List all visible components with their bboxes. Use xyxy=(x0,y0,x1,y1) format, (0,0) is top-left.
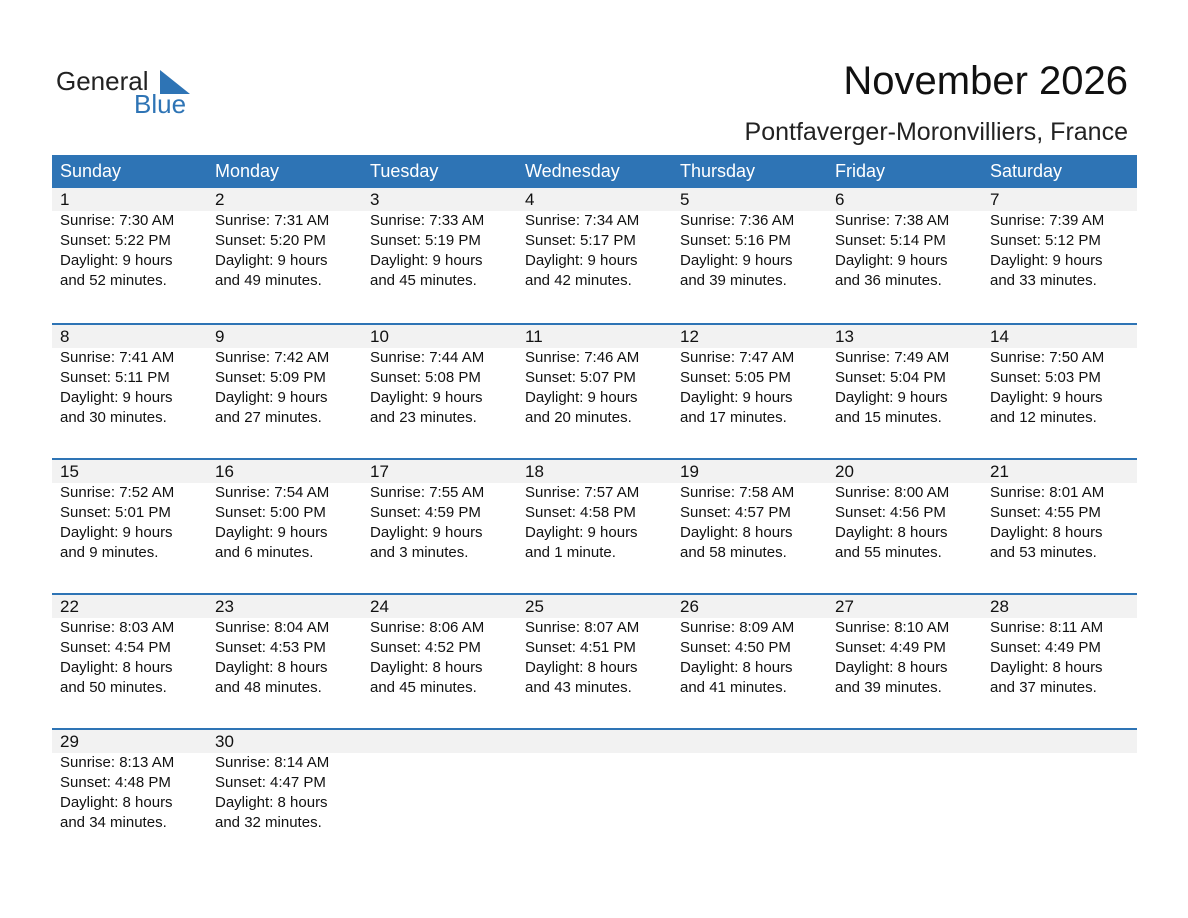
sunrise-time: Sunrise: 8:11 AM xyxy=(990,619,1104,636)
sunrise-time: Sunrise: 8:07 AM xyxy=(525,619,640,636)
day-number: 28 xyxy=(990,597,1009,616)
day-cell xyxy=(672,325,827,428)
daylight-hours: Daylight: 9 hours xyxy=(680,252,793,269)
daylight-hours: Daylight: 9 hours xyxy=(60,252,173,269)
daylight-hours: Daylight: 9 hours xyxy=(60,389,173,406)
daylight-hours: Daylight: 9 hours xyxy=(525,252,638,269)
sunset-time: Sunset: 5:07 PM xyxy=(525,369,636,386)
sunrise-time: Sunrise: 7:55 AM xyxy=(370,484,485,501)
daylight-minutes: and 43 minutes. xyxy=(525,679,632,696)
sunset-time: Sunset: 5:01 PM xyxy=(60,504,171,521)
daylight-hours: Daylight: 9 hours xyxy=(215,524,328,541)
day-number: 14 xyxy=(990,327,1009,346)
sunrise-time: Sunrise: 7:42 AM xyxy=(215,349,330,366)
daylight-hours: Daylight: 8 hours xyxy=(215,659,328,676)
day-cell xyxy=(362,595,517,698)
daylight-minutes: and 27 minutes. xyxy=(215,409,322,426)
sunrise-time: Sunrise: 7:38 AM xyxy=(835,212,950,229)
day-cell xyxy=(52,188,207,291)
day-number: 2 xyxy=(215,190,225,209)
day-cell xyxy=(362,730,517,833)
sunset-time: Sunset: 4:56 PM xyxy=(835,504,946,521)
weekday-wednesday: Wednesday xyxy=(525,161,620,181)
sunrise-time: Sunrise: 7:58 AM xyxy=(680,484,795,501)
daylight-minutes: and 1 minute. xyxy=(525,544,616,561)
sunset-time: Sunset: 5:11 PM xyxy=(60,369,170,386)
sunrise-time: Sunrise: 8:03 AM xyxy=(60,619,175,636)
day-cell xyxy=(207,325,362,428)
daylight-minutes: and 53 minutes. xyxy=(990,544,1097,561)
calendar-week-row xyxy=(52,458,1137,593)
daylight-minutes: and 33 minutes. xyxy=(990,272,1097,289)
sunset-time: Sunset: 4:52 PM xyxy=(370,639,481,656)
day-cell xyxy=(362,188,517,291)
sunset-time: Sunset: 4:59 PM xyxy=(370,504,481,521)
day-cell xyxy=(362,460,517,563)
daylight-hours: Daylight: 9 hours xyxy=(680,389,793,406)
daylight-minutes: and 6 minutes. xyxy=(215,544,314,561)
day-number: 3 xyxy=(370,190,380,209)
week-days xyxy=(52,460,1137,563)
day-cell xyxy=(517,730,672,833)
day-cell xyxy=(982,730,1137,833)
calendar-week-row xyxy=(52,728,1137,863)
daylight-hours: Daylight: 8 hours xyxy=(680,524,793,541)
location-subtitle: Pontfaverger-Moronvilliers, France xyxy=(744,118,1128,146)
sunrise-time: Sunrise: 8:01 AM xyxy=(990,484,1105,501)
daylight-hours: Daylight: 9 hours xyxy=(525,524,638,541)
day-cell xyxy=(672,595,827,698)
daylight-minutes: and 58 minutes. xyxy=(680,544,787,561)
day-number: 5 xyxy=(680,190,690,209)
daylight-hours: Daylight: 8 hours xyxy=(990,659,1103,676)
daylight-minutes: and 41 minutes. xyxy=(680,679,787,696)
daylight-minutes: and 34 minutes. xyxy=(60,814,167,831)
week-days xyxy=(52,595,1137,698)
day-number: 6 xyxy=(835,190,845,209)
sunrise-time: Sunrise: 7:50 AM xyxy=(990,349,1105,366)
day-number: 29 xyxy=(60,732,79,751)
sunset-time: Sunset: 5:20 PM xyxy=(215,232,326,249)
day-number: 19 xyxy=(680,462,699,481)
daylight-minutes: and 39 minutes. xyxy=(835,679,942,696)
generalblue-logo xyxy=(56,66,216,120)
sunrise-time: Sunrise: 8:14 AM xyxy=(215,754,330,771)
daylight-hours: Daylight: 8 hours xyxy=(835,524,948,541)
day-number: 10 xyxy=(370,327,389,346)
day-cell xyxy=(52,460,207,563)
daylight-minutes: and 17 minutes. xyxy=(680,409,787,426)
sunset-time: Sunset: 5:08 PM xyxy=(370,369,481,386)
daylight-minutes: and 45 minutes. xyxy=(370,272,477,289)
daylight-minutes: and 42 minutes. xyxy=(525,272,632,289)
daylight-minutes: and 37 minutes. xyxy=(990,679,1097,696)
sunset-time: Sunset: 4:51 PM xyxy=(525,639,636,656)
day-number: 9 xyxy=(215,327,225,346)
daylight-minutes: and 50 minutes. xyxy=(60,679,167,696)
day-cell xyxy=(827,460,982,563)
day-cell xyxy=(827,188,982,291)
sunrise-time: Sunrise: 7:31 AM xyxy=(215,212,330,229)
daylight-hours: Daylight: 9 hours xyxy=(835,252,948,269)
sunset-time: Sunset: 4:55 PM xyxy=(990,504,1101,521)
week-days xyxy=(52,325,1137,428)
sunset-time: Sunset: 4:58 PM xyxy=(525,504,636,521)
sunrise-time: Sunrise: 7:57 AM xyxy=(525,484,640,501)
day-cell xyxy=(982,188,1137,291)
sunrise-time: Sunrise: 7:54 AM xyxy=(215,484,330,501)
day-cell xyxy=(207,460,362,563)
daylight-minutes: and 32 minutes. xyxy=(215,814,322,831)
day-number: 13 xyxy=(835,327,854,346)
daylight-hours: Daylight: 9 hours xyxy=(525,389,638,406)
daylight-hours: Daylight: 9 hours xyxy=(60,524,173,541)
sunrise-time: Sunrise: 8:00 AM xyxy=(835,484,950,501)
daylight-minutes: and 3 minutes. xyxy=(370,544,469,561)
sunset-time: Sunset: 4:47 PM xyxy=(215,774,326,791)
logo-text-general: General xyxy=(56,66,149,96)
sunrise-time: Sunrise: 7:46 AM xyxy=(525,349,640,366)
day-cell xyxy=(52,730,207,833)
daylight-minutes: and 49 minutes. xyxy=(215,272,322,289)
sunrise-time: Sunrise: 7:36 AM xyxy=(680,212,795,229)
weekday-sunday: Sunday xyxy=(60,161,122,181)
logo-text-blue: Blue xyxy=(134,89,187,119)
day-cell xyxy=(982,595,1137,698)
day-number: 8 xyxy=(60,327,70,346)
day-number: 15 xyxy=(60,462,79,481)
sunset-time: Sunset: 5:16 PM xyxy=(680,232,791,249)
daylight-minutes: and 20 minutes. xyxy=(525,409,632,426)
sunrise-time: Sunrise: 7:33 AM xyxy=(370,212,485,229)
daylight-hours: Daylight: 9 hours xyxy=(990,252,1103,269)
day-cell xyxy=(672,188,827,291)
sunrise-time: Sunrise: 7:44 AM xyxy=(370,349,485,366)
daylight-minutes: and 9 minutes. xyxy=(60,544,159,561)
day-number: 1 xyxy=(60,190,70,209)
day-number: 7 xyxy=(990,190,1000,209)
sunrise-time: Sunrise: 7:41 AM xyxy=(60,349,175,366)
sunset-time: Sunset: 4:49 PM xyxy=(990,639,1101,656)
daylight-minutes: and 15 minutes. xyxy=(835,409,942,426)
day-number: 24 xyxy=(370,597,389,616)
day-cell xyxy=(207,188,362,291)
day-cell xyxy=(207,730,362,833)
sunset-time: Sunset: 5:00 PM xyxy=(215,504,326,521)
day-number: 11 xyxy=(525,327,543,346)
weekday-header-row xyxy=(52,155,1137,188)
daylight-hours: Daylight: 8 hours xyxy=(370,659,483,676)
weeks-container xyxy=(52,188,1137,863)
day-number: 26 xyxy=(680,597,699,616)
day-cell xyxy=(827,325,982,428)
daylight-hours: Daylight: 8 hours xyxy=(60,659,173,676)
day-cell xyxy=(517,595,672,698)
sunrise-time: Sunrise: 7:49 AM xyxy=(835,349,950,366)
daylight-hours: Daylight: 9 hours xyxy=(215,252,328,269)
calendar-week-row xyxy=(52,323,1137,458)
sunset-time: Sunset: 5:19 PM xyxy=(370,232,481,249)
daylight-minutes: and 55 minutes. xyxy=(835,544,942,561)
sunset-time: Sunset: 4:50 PM xyxy=(680,639,791,656)
sunrise-time: Sunrise: 8:06 AM xyxy=(370,619,485,636)
day-number: 23 xyxy=(215,597,234,616)
sunrise-time: Sunrise: 7:34 AM xyxy=(525,212,640,229)
sunset-time: Sunset: 5:09 PM xyxy=(215,369,326,386)
sunrise-time: Sunrise: 8:13 AM xyxy=(60,754,175,771)
day-cell xyxy=(672,730,827,833)
sunset-time: Sunset: 4:49 PM xyxy=(835,639,946,656)
calendar-grid xyxy=(52,155,1137,863)
daylight-hours: Daylight: 8 hours xyxy=(60,794,173,811)
daylight-hours: Daylight: 8 hours xyxy=(680,659,793,676)
daylight-hours: Daylight: 8 hours xyxy=(990,524,1103,541)
day-number: 20 xyxy=(835,462,854,481)
daylight-minutes: and 30 minutes. xyxy=(60,409,167,426)
day-number: 21 xyxy=(990,462,1009,481)
calendar-week-row xyxy=(52,593,1137,728)
sunrise-time: Sunrise: 7:47 AM xyxy=(680,349,795,366)
daylight-minutes: and 36 minutes. xyxy=(835,272,942,289)
day-number: 18 xyxy=(525,462,544,481)
day-cell xyxy=(517,188,672,291)
weekday-friday: Friday xyxy=(835,161,886,181)
day-number: 4 xyxy=(525,190,535,209)
daylight-hours: Daylight: 9 hours xyxy=(215,389,328,406)
sunrise-time: Sunrise: 7:30 AM xyxy=(60,212,175,229)
calendar-week-row xyxy=(52,188,1137,323)
sunset-time: Sunset: 5:12 PM xyxy=(990,232,1101,249)
daylight-minutes: and 52 minutes. xyxy=(60,272,167,289)
day-cell xyxy=(982,460,1137,563)
day-number: 17 xyxy=(370,462,389,481)
daylight-minutes: and 23 minutes. xyxy=(370,409,477,426)
day-number: 25 xyxy=(525,597,544,616)
day-number: 30 xyxy=(215,732,234,751)
day-cell xyxy=(827,730,982,833)
day-number: 16 xyxy=(215,462,234,481)
day-number: 12 xyxy=(680,327,699,346)
sunset-time: Sunset: 5:22 PM xyxy=(60,232,171,249)
day-number: 22 xyxy=(60,597,79,616)
sunrise-time: Sunrise: 8:04 AM xyxy=(215,619,330,636)
weekday-saturday: Saturday xyxy=(990,161,1063,181)
sunrise-time: Sunrise: 7:52 AM xyxy=(60,484,175,501)
sunrise-time: Sunrise: 8:09 AM xyxy=(680,619,795,636)
daylight-minutes: and 48 minutes. xyxy=(215,679,322,696)
daylight-hours: Daylight: 9 hours xyxy=(835,389,948,406)
day-cell xyxy=(517,460,672,563)
sunset-time: Sunset: 4:57 PM xyxy=(680,504,791,521)
daylight-minutes: and 12 minutes. xyxy=(990,409,1097,426)
day-cell xyxy=(982,325,1137,428)
sunset-time: Sunset: 5:04 PM xyxy=(835,369,946,386)
daylight-hours: Daylight: 9 hours xyxy=(370,252,483,269)
day-cell xyxy=(52,595,207,698)
daylight-minutes: and 39 minutes. xyxy=(680,272,787,289)
sunset-time: Sunset: 5:17 PM xyxy=(525,232,636,249)
sunrise-time: Sunrise: 8:10 AM xyxy=(835,619,950,636)
sunset-time: Sunset: 4:48 PM xyxy=(60,774,171,791)
day-cell xyxy=(672,460,827,563)
sunrise-time: Sunrise: 7:39 AM xyxy=(990,212,1105,229)
sunset-time: Sunset: 5:14 PM xyxy=(835,232,946,249)
daylight-hours: Daylight: 8 hours xyxy=(835,659,948,676)
day-number: 27 xyxy=(835,597,854,616)
page-title: November 2026 xyxy=(843,59,1128,103)
day-cell xyxy=(827,595,982,698)
sunset-time: Sunset: 5:05 PM xyxy=(680,369,791,386)
daylight-hours: Daylight: 8 hours xyxy=(525,659,638,676)
sunset-time: Sunset: 4:54 PM xyxy=(60,639,171,656)
sunset-time: Sunset: 4:53 PM xyxy=(215,639,326,656)
daylight-hours: Daylight: 8 hours xyxy=(215,794,328,811)
weekday-thursday: Thursday xyxy=(680,161,756,181)
day-cell xyxy=(207,595,362,698)
sunset-time: Sunset: 5:03 PM xyxy=(990,369,1101,386)
daylight-minutes: and 45 minutes. xyxy=(370,679,477,696)
day-cell xyxy=(52,325,207,428)
day-cell xyxy=(517,325,672,428)
daylight-hours: Daylight: 9 hours xyxy=(370,389,483,406)
weekday-monday: Monday xyxy=(215,161,280,181)
day-cell xyxy=(362,325,517,428)
weekday-tuesday: Tuesday xyxy=(370,161,439,181)
week-days xyxy=(52,188,1137,291)
week-days xyxy=(52,730,1137,833)
daylight-hours: Daylight: 9 hours xyxy=(370,524,483,541)
daylight-hours: Daylight: 9 hours xyxy=(990,389,1103,406)
